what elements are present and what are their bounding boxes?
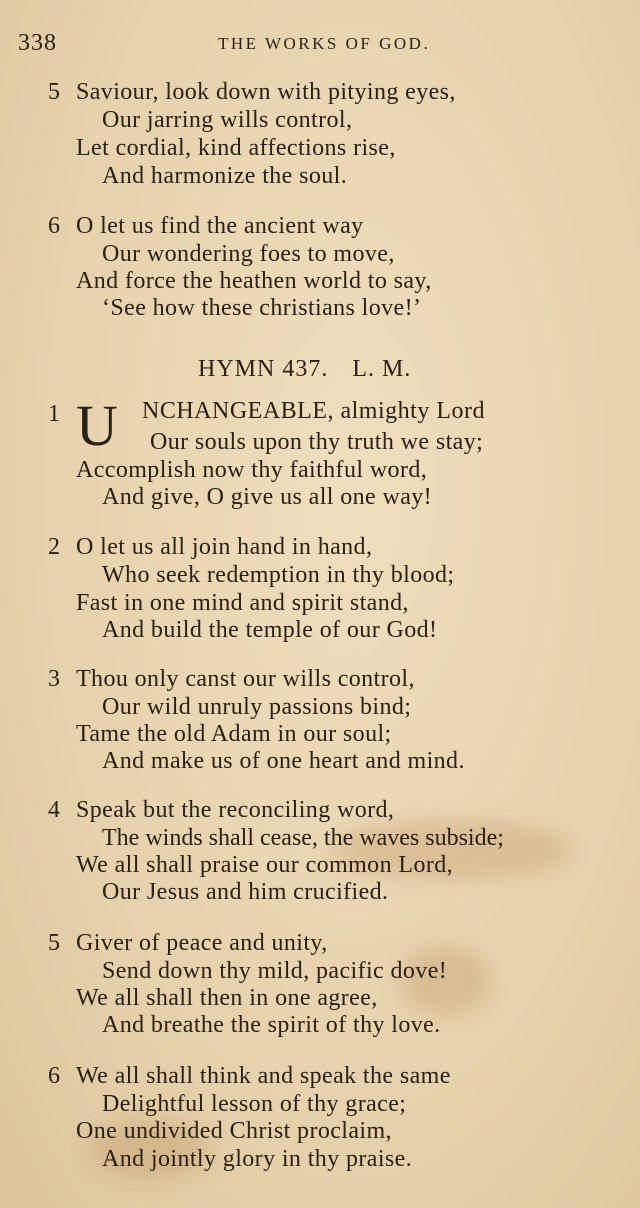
verse-line: And give, O give us all one way!: [102, 484, 433, 510]
verse-line: And force the heathen world to say,: [76, 268, 432, 294]
verse-line: Delightful lesson of thy grace;: [102, 1091, 407, 1117]
hymn-title: [198, 356, 411, 383]
verse-line: We all shall think and speak the same: [76, 1063, 451, 1089]
verse-line: Saviour, look down with pitying eyes,: [76, 79, 456, 105]
stanza-number: 1: [48, 401, 60, 427]
stanza-number: 2: [48, 534, 60, 560]
verse-line: The winds shall cease, the waves subside;: [102, 825, 504, 851]
verse-line: Our wondering foes to move,: [102, 241, 395, 267]
running-head: THE WORKS OF GOD.: [218, 34, 431, 53]
verse-line: Our jarring wills control,: [102, 107, 353, 133]
stanza-number: 3: [48, 666, 60, 692]
verse-line: Our Jesus and him crucified.: [102, 879, 389, 905]
verse-line: Speak but the reconciling word,: [76, 797, 395, 823]
first-line-text: NCHANGEABLE, almighty Lord: [142, 398, 485, 424]
verse-line: Our wild unruly passions bind;: [102, 694, 412, 720]
stanza-number: 4: [48, 797, 60, 823]
verse-line: Tame the old Adam in our soul;: [76, 721, 392, 747]
verse-line: O let us all join hand in hand,: [76, 534, 373, 560]
drop-cap: U: [76, 393, 118, 458]
verse-line: And harmonize the soul.: [102, 163, 348, 189]
page-number: 338: [18, 30, 57, 56]
verse-line: Accomplish now thy faithful word,: [76, 457, 428, 483]
verse-line: And build the temple of our God!: [102, 617, 438, 643]
verse-line: And jointly glory in thy praise.: [102, 1146, 413, 1172]
page-header: [18, 30, 618, 60]
verse-line: Fast in one mind and spirit stand,: [76, 590, 409, 616]
hymn-number: HYMN 437.: [198, 356, 329, 382]
verse-line: We all shall praise our common Lord,: [76, 852, 454, 878]
stanza-number: 6: [48, 1063, 60, 1089]
verse-line: ‘See how these christians love!’: [102, 295, 422, 321]
stanza-number: 5: [48, 930, 60, 956]
verse-line: Giver of peace and unity,: [76, 930, 328, 956]
verse-line: And make us of one heart and mind.: [102, 748, 465, 774]
stanza-number: 6: [48, 213, 60, 239]
verse-line: Our souls upon thy truth we stay;: [150, 429, 484, 455]
verse-line-first: [142, 398, 485, 425]
verse-line: Let cordial, kind affections rise,: [76, 135, 396, 161]
verse-line: Send down thy mild, pacific dove!: [102, 958, 448, 984]
verse-line: And breathe the spirit of thy love.: [102, 1012, 441, 1038]
stanza-number: 5: [48, 79, 60, 105]
verse-line: We all shall then in one agree,: [76, 985, 378, 1011]
hymn-meter: L. M.: [352, 356, 412, 382]
verse-line: O let us find the ancient way: [76, 213, 364, 239]
verse-line: Who seek redemption in thy blood;: [102, 562, 455, 588]
verse-line: One undivided Christ proclaim,: [76, 1118, 392, 1144]
verse-line: Thou only canst our wills control,: [76, 666, 415, 692]
